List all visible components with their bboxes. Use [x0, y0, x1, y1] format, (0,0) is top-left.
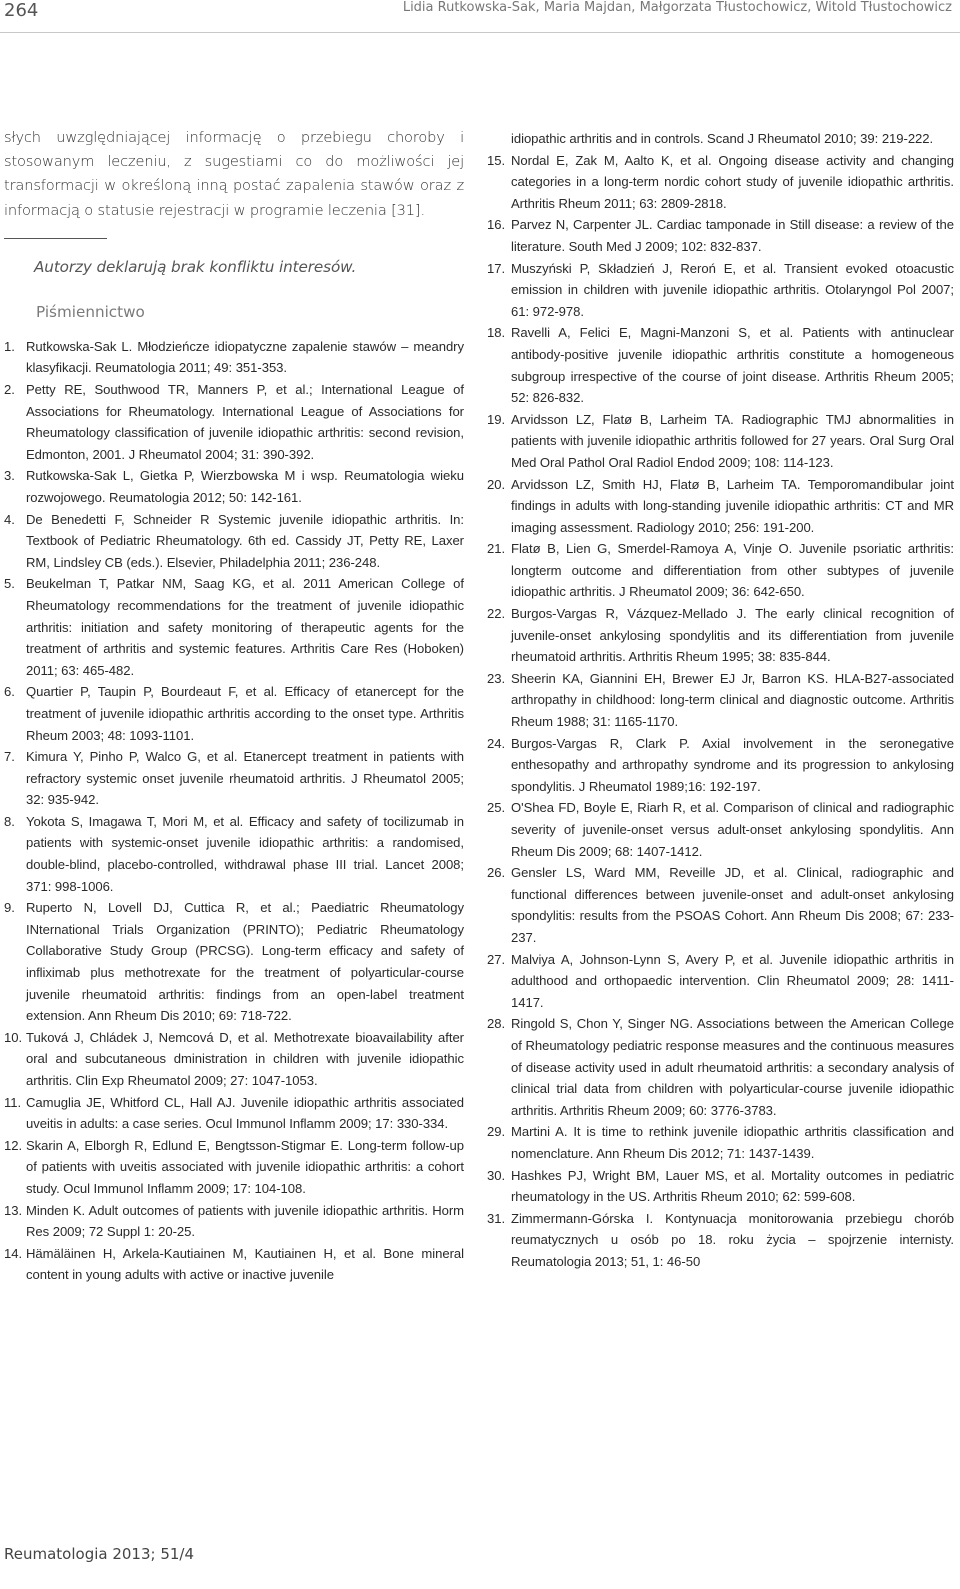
reference-number: 6.	[4, 684, 15, 700]
reference-text: Ringold S, Chon Y, Singer NG. Associations between the American College of Rheumatology pediatric response measures and the continuous measures of disease activity used in adult rheumatoid arthritis: a secondary analysis of clinical trial data from children with polyarticular-course juvenile idiopathic arthritis. Arthritis Rheum 2009; 60: 3776-3783.	[511, 1016, 954, 1118]
reference-number: 4.	[4, 511, 15, 527]
reference-item	[487, 409, 954, 474]
reference-number: 12.	[4, 1137, 23, 1153]
reference-item	[4, 336, 464, 379]
reference-text: Muszyński P, Składzień J, Reroń E, et al. Transient evoked otoacustic emission in children with juvenile idiopathic arthritis. Otolaryngol Pol 2007; 61: 972-978.	[511, 260, 954, 319]
reference-text: Quartier P, Taupin P, Bourdeaut F, et al. Efficacy of etanercept for the treatment of juvenile idiopathic arthritis according to the onset type. Arthritis Rheum 2003; 48: 1093-1101.	[26, 684, 464, 743]
reference-number: 10.	[4, 1029, 23, 1045]
reference-text: Arvidsson LZ, Flatø B, Larheim TA. Radiographic TMJ abnormalities in patients with juvenile idiopathic arthritis followed for 27 years. Oral Surg Oral Med Oral Pathol Oral Radiol Endod 2009; 108: 114-123.	[511, 411, 954, 470]
reference-text: Burgos-Vargas R, Clark P. Axial involvement in the seronegative enthesopathy and arthropathy syndrome and its progression to ankylosing spondylitis. J Rheumatol 1989;16: 192-197.	[511, 735, 954, 794]
reference-item	[487, 603, 954, 668]
reference-text: Arvidsson LZ, Smith HJ, Flatø B, Larheim TA. Temporomandibular joint findings in adults with long-standing juvenile idiopathic arthritis: CT and MR imaging assessment. Radiology 2010; 256: 191-200.	[511, 476, 954, 535]
reference-number: 9.	[4, 900, 15, 916]
reference-text: Nordal E, Zak M, Aalto K, et al. Ongoing disease activity and changing categories in a long-term nordic cohort study of juvenile idiopathic arthritis. Arthritis Rheum 2011; 63: 2809-2818.	[511, 152, 954, 211]
reference-number: 7.	[4, 749, 15, 765]
page-footer: Reumatologia 2013; 51/4	[4, 1545, 195, 1563]
reference-item	[487, 1208, 954, 1273]
reference-item	[487, 1165, 954, 1208]
conflict-of-interest-statement: Autorzy deklarują brak konfliktu interesów.	[34, 257, 357, 276]
reference-number: 19.	[487, 411, 506, 427]
reference-text: Ruperto N, Lovell DJ, Cuttica R, et al.; Paediatric Rheumatology INternational Trials Organization (PRINTO); Pediatric Rheumatology Collaborative Study Group (PRCSG). Long-term efficacy and safety of infliximab plus methotrexate for the treatment of polyarticular-course juvenile rheumatoid arthritis: findings from an open-label treatment extension. Ann Rheum Dis 2010; 69: 718-722.	[26, 900, 464, 1024]
right-column	[487, 128, 954, 1272]
reference-text: Petty RE, Southwood TR, Manners P, et al.; International League of Associations for Rheumatology. International League of Associations for Rheumatology classification of juvenile idiopathic arthritis: second revision, Edmonton, 2001. J Rheumatol 2004; 31: 390-392.	[26, 382, 464, 462]
reference-item	[4, 897, 464, 1027]
reference-item	[4, 1243, 464, 1286]
reference-item	[4, 573, 464, 681]
reference-text: Zimmermann-Górska I. Kontynuacja monitorowania przebiegu chorób reumatycznych u osób po 18. roku życia – spojrzenie internisty. Reumatologia 2013; 51, 1: 46-50	[511, 1210, 954, 1269]
reference-number: 28.	[487, 1016, 506, 1032]
reference-text: Rutkowska-Sak L. Młodzieńcze idiopatyczne zapalenie stawów – meandry klasyfikacji. Reumatologia 2011; 49: 351-353.	[26, 338, 464, 376]
reference-number: 30.	[487, 1167, 506, 1183]
reference-number: 1.	[4, 338, 15, 354]
reference-item	[4, 1027, 464, 1092]
separator-rule	[4, 238, 107, 239]
reference-text: Ravelli A, Felici E, Magni-Manzoni S, et al. Patients with antinuclear antibody-positive juvenile idiopathic arthritis constitute a homogeneous subgroup irrespective of the course of joint disease. Arthritis Rheum 2005; 52: 826-832.	[511, 325, 954, 406]
reference-number: 15.	[487, 152, 506, 168]
reference-item	[487, 322, 954, 408]
running-head-authors: Lidia Rutkowska-Sak, Maria Majdan, Małgorzata Tłustochowicz, Witold Tłustochowicz	[402, 0, 952, 15]
reference-item	[487, 733, 954, 798]
reference-item	[4, 379, 464, 465]
reference-item	[4, 746, 464, 811]
reference-item	[487, 1121, 954, 1164]
reference-text: Malviya A, Johnson-Lynn S, Avery P, et al. Juvenile idiopathic arthritis in adulthood and orthopaedic intervention. Clin Rheumatol 2009; 28: 1411-1417.	[511, 951, 954, 1010]
reference-item	[4, 1092, 464, 1135]
reference-number: 2.	[4, 382, 15, 397]
reference-text: Camuglia JE, Whitford CL, Hall AJ. Juvenile idiopathic arthritis associated uveitis in adults: a case series. Ocul Immunol Inflamm 2009; 17: 330-334.	[26, 1094, 464, 1132]
reference-text: Kimura Y, Pinho P, Walco G, et al. Etanercept treatment in patients with refractory systemic onset juvenile rheumatoid arthritis. J Rheumatol 2005; 32: 935-942.	[26, 749, 464, 808]
reference-number: 23.	[487, 670, 506, 686]
reference-item	[487, 258, 954, 323]
reference-item	[487, 1013, 954, 1121]
reference-number: 18.	[487, 325, 506, 341]
references-heading: Piśmiennictwo	[36, 302, 145, 321]
reference-item	[487, 949, 954, 1014]
references-list-left	[4, 336, 464, 1286]
reference-text: Beukelman T, Patkar NM, Saag KG, et al. 2011 American College of Rheumatology recommendations for the treatment of juvenile idiopathic arthritis: initiation and safety monitoring of therapeutic agents for the treatment of arthritis and systemic features. Arthritis Care Res (Hoboken) 2011; 63: 465-482.	[26, 576, 464, 678]
reference-item	[487, 214, 954, 257]
reference-text: Parvez N, Carpenter JL. Cardiac tamponade in Still disease: a review of the literature. South Med J 2009; 102: 832-837.	[511, 217, 954, 254]
page-number: 264	[4, 0, 39, 21]
left-column	[4, 126, 464, 1286]
reference-number: 16.	[487, 217, 506, 233]
reference-item	[487, 538, 954, 603]
reference-number: 17.	[487, 260, 506, 276]
reference-text: Gensler LS, Ward MM, Reveille JD, et al. Clinical, radiographic and functional differences between juvenile-onset and adult-onset ankylosing spondylitis: results from the PSOAS Cohort. Ann Rheum Dis 2008; 67: 233-237.	[511, 865, 954, 945]
reference-item	[4, 811, 464, 897]
reference-text: Tuková J, Chládek J, Nemcová D, et al. Methotrexate bioavailability after oral and subcutaneous dministration in children with juvenile idiopathic arthritis. Clin Exp Rheumatol 2009; 27: 1047-1053.	[26, 1029, 464, 1088]
reference-number: 20.	[487, 476, 506, 492]
reference-text: Martini A. It is time to rethink juvenile idiopathic arthritis classification and nomenclature. Ann Rheum Dis 2012; 71: 1437-1439.	[511, 1124, 954, 1161]
reference-text: Burgos-Vargas R, Vázquez-Mellado J. The early clinical recognition of juvenile-onset ankylosing spondylitis and its differentiation from juvenile rheumatoid arthritis. Arthritis Rheum 1995; 38: 835-844.	[511, 606, 954, 665]
reference-continuation-text: idiopathic arthritis and in controls. Scand J Rheumatol 2010; 39: 219-222.	[511, 131, 934, 146]
reference-number: 22.	[487, 606, 506, 622]
reference-text: O'Shea FD, Boyle E, Riarh R, et al. Comparison of clinical and radiographic severity of juvenile-onset versus adult-onset ankylosing spondylitis. Ann Rheum Dis 2009; 68: 1407-1412.	[511, 800, 954, 859]
reference-text: Flatø B, Lien G, Smerdel-Ramoya A, Vinje O. Juvenile psoriatic arthritis: longterm outcome and differentiation from other subtypes of juvenile idiopathic arthritis. J Rheumatol 2009; 36: 642-650.	[511, 541, 954, 600]
reference-number: 14.	[4, 1245, 23, 1261]
reference-text: Rutkowska-Sak L, Gietka P, Wierzbowska M i wsp. Reumatologia wieku rozwojowego. Reumatologia 2012; 50: 142-161.	[26, 468, 464, 505]
reference-item	[487, 474, 954, 539]
reference-number: 27.	[487, 951, 506, 967]
reference-number: 31.	[487, 1210, 506, 1226]
reference-item	[487, 797, 954, 862]
reference-item	[4, 465, 464, 508]
page-header	[0, 0, 960, 33]
reference-text: Hashkes PJ, Wright BM, Lauer MS, et al. Mortality outcomes in pediatric rheumatology in the US. Arthritis Rheum 2010; 62: 599-608.	[511, 1167, 954, 1205]
reference-number: 26.	[487, 865, 506, 881]
reference-number: 8.	[4, 813, 15, 829]
reference-item	[4, 681, 464, 746]
reference-number: 5.	[4, 576, 15, 592]
reference-text: Minden K. Adult outcomes of patients with juvenile idiopathic arthritis. Horm Res 2009; 72 Suppl 1: 20-25.	[26, 1202, 464, 1240]
reference-text: Skarin A, Elborgh R, Edlund E, Bengtsson-Stigmar E. Long-term follow-up of patients with uveitis associated with juvenile idiopathic arthritis: a cohort study. Ocul Immunol Inflamm 2009; 17: 104-108.	[26, 1137, 464, 1196]
reference-item	[4, 1135, 464, 1200]
reference-item	[487, 862, 954, 948]
reference-item	[487, 150, 954, 215]
reference-continuation	[487, 128, 954, 150]
reference-text: De Benedetti F, Schneider R Systemic juvenile idiopathic arthritis. In: Textbook of Pediatric Rheumatology. 6th ed. Cassidy JT, Petty RE, Laxer RM, Lindsley CB (eds.). Elsevier, Philadelphia 2011; 236-248.	[26, 511, 464, 570]
reference-number: 3.	[4, 468, 15, 484]
reference-item	[487, 668, 954, 733]
reference-item	[4, 1200, 464, 1243]
reference-number: 29.	[487, 1124, 506, 1140]
reference-number: 21.	[487, 541, 506, 557]
reference-number: 25.	[487, 800, 506, 816]
references-list-right	[487, 150, 954, 1273]
reference-text: Yokota S, Imagawa T, Mori M, et al. Efficacy and safety of tocilizumab in patients with systemic-onset juvenile idiopathic arthritis: a randomised, double-blind, placebo-controlled, withdrawal phase III trial. Lancet 2008; 371: 998-1006.	[26, 813, 464, 894]
reference-number: 11.	[4, 1094, 22, 1110]
body-paragraph: słych uwzględniającej informację o przebiegu choroby i stosowanym leczeniu, z sugestiami co do możliwości jej transformacji w określoną inną postać zapalenia stawów oraz z informacją o statusie rejestracji w programie leczenia [31].	[4, 129, 464, 219]
reference-number: 13.	[4, 1202, 23, 1218]
reference-number: 24.	[487, 735, 506, 751]
reference-text: Hämäläinen H, Arkela-Kautiainen M, Kautiainen H, et al. Bone mineral content in young adults with active or inactive juvenile	[26, 1245, 464, 1283]
reference-item	[4, 509, 464, 574]
reference-text: Sheerin KA, Giannini EH, Brewer EJ Jr, Barron KS. HLA-B27-associated arthropathy in childhood: long-term clinical and diagnostic outcome. Arthritis Rheum 1988; 31: 1165-1170.	[511, 670, 954, 730]
